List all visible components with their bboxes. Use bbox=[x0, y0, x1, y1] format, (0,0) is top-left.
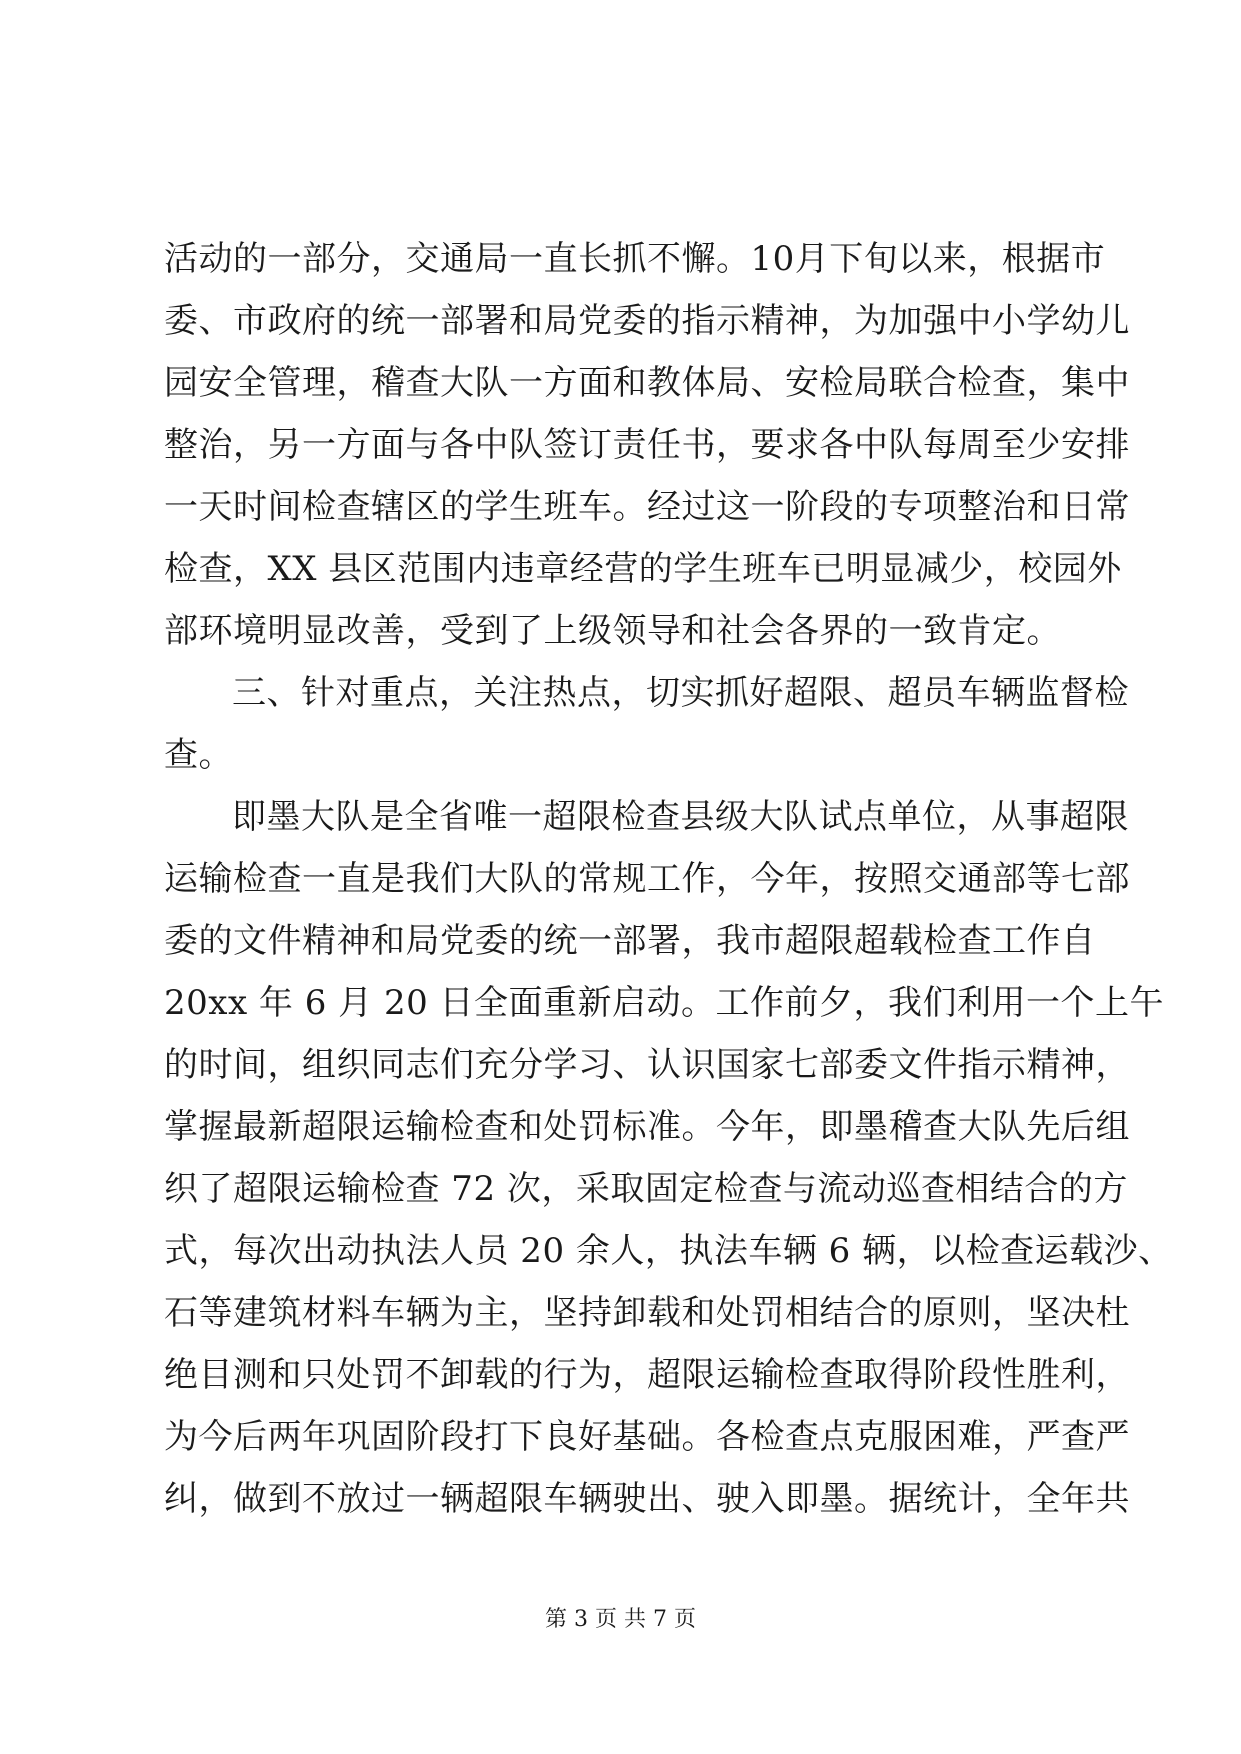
text-line: 检查，XX 县区范围内违章经营的学生班车已明显减少，校园外 bbox=[164, 549, 1122, 589]
text-line: 查。 bbox=[164, 735, 233, 775]
text-line: 园安全管理，稽查大队一方面和教体局、安检局联合检查，集中 bbox=[164, 363, 1130, 403]
text-line: 部环境明显改善，受到了上级领导和社会各界的一致肯定。 bbox=[164, 611, 1061, 651]
text-line: 委的文件精神和局党委的统一部署，我市超限超载检查工作自 bbox=[164, 921, 1096, 961]
text-line: 石等建筑材料车辆为主，坚持卸载和处罚相结合的原则，坚决杜 bbox=[164, 1293, 1130, 1333]
text-line: 运输检查一直是我们大队的常规工作，今年，按照交通部等七部 bbox=[164, 859, 1130, 899]
text-line: 活动的一部分，交通局一直长抓不懈。10月下旬以来，根据市 bbox=[164, 239, 1106, 279]
text-line: 即墨大队是全省唯一超限检查县级大队试点单位，从事超限 bbox=[232, 797, 1129, 837]
text-line: 20xx 年 6 月 20 日全面重新启动。工作前夕，我们利用一个上午 bbox=[164, 983, 1165, 1023]
text-line: 一天时间检查辖区的学生班车。经过这一阶段的专项整治和日常 bbox=[164, 487, 1130, 527]
page-footer: 第 3 页 共 7 页 bbox=[545, 1607, 696, 1632]
text-line: 三、针对重点，关注热点，切实抓好超限、超员车辆监督检 bbox=[232, 673, 1129, 713]
text-line: 织了超限运输检查 72 次，采取固定检查与流动巡查相结合的方 bbox=[164, 1169, 1128, 1209]
text-line: 为今后两年巩固阶段打下良好基础。各检查点克服困难，严查严 bbox=[164, 1417, 1130, 1457]
text-line: 式，每次出动执法人员 20 余人，执法车辆 6 辆，以检查运载沙、 bbox=[164, 1231, 1173, 1271]
body-text bbox=[164, 228, 1173, 1530]
text-line: 绝目测和只处罚不卸载的行为，超限运输检查取得阶段性胜利， bbox=[164, 1355, 1130, 1395]
text-line: 整治，另一方面与各中队签订责任书，要求各中队每周至少安排 bbox=[164, 425, 1130, 465]
text-line: 委、市政府的统一部署和局党委的指示精神，为加强中小学幼儿 bbox=[164, 301, 1130, 341]
text-line: 的时间，组织同志们充分学习、认识国家七部委文件指示精神， bbox=[164, 1045, 1130, 1085]
text-line: 纠，做到不放过一辆超限车辆驶出、驶入即墨。据统计，全年共 bbox=[164, 1479, 1130, 1519]
text-line: 掌握最新超限运输检查和处罚标准。今年，即墨稽查大队先后组 bbox=[164, 1107, 1130, 1147]
